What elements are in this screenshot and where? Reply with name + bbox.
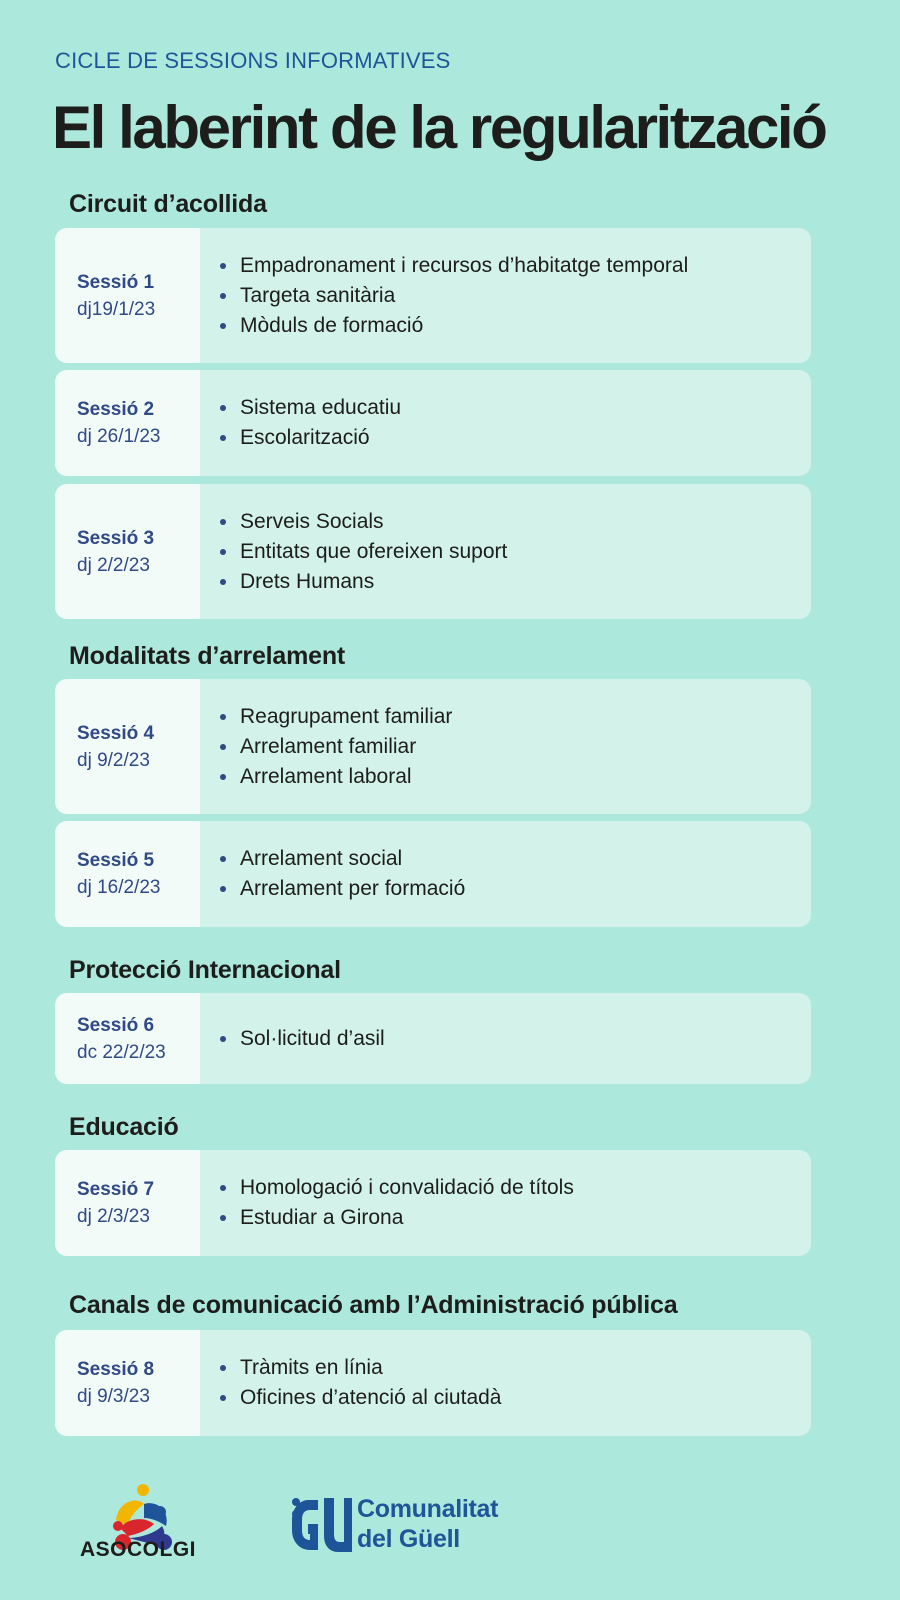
topic-item	[220, 874, 811, 904]
session-date: dj 26/1/23	[77, 426, 161, 447]
session-topics	[200, 228, 811, 363]
bullet-icon	[220, 886, 226, 892]
topic-text: Reagrupament familiar	[240, 704, 453, 728]
session-date: dj 2/3/23	[77, 1206, 150, 1227]
topic-item	[220, 393, 811, 423]
bullet-icon	[220, 293, 226, 299]
bullet-icon	[220, 714, 226, 720]
session-topics	[200, 993, 811, 1084]
topic-item	[220, 1353, 811, 1383]
topic-text: Mòduls de formació	[240, 313, 424, 337]
section-title-canals: Canals de comunicació amb l’Administració pública	[69, 1291, 678, 1319]
session-topics	[200, 679, 811, 814]
bullet-icon	[220, 1036, 226, 1042]
topic-text: Tràmits en línia	[240, 1356, 383, 1379]
topic-text: Drets Humans	[240, 569, 375, 593]
section-title-arrelament: Modalitats d’arrelament	[69, 642, 346, 670]
topic-item	[220, 762, 811, 792]
bullet-icon	[220, 1185, 226, 1191]
bullet-icon	[220, 1365, 226, 1371]
section-title-proteccio: Protecció Internacional	[69, 956, 341, 984]
bullet-icon	[220, 435, 226, 441]
bullet-icon	[220, 549, 226, 555]
session-info	[55, 228, 200, 363]
comunalitat-line2: del Güell	[357, 1525, 460, 1553]
topic-text: Escolarització	[240, 426, 370, 449]
session-topics	[200, 484, 811, 619]
session-label: Sessió 3	[77, 527, 155, 549]
session-card	[55, 821, 811, 927]
session-label: Sessió 2	[77, 399, 155, 420]
section-title-educacio: Educació	[69, 1113, 179, 1141]
topic-text: Entitats que ofereixen suport	[240, 539, 508, 563]
session-topics	[200, 1150, 811, 1256]
topic-item	[220, 1383, 811, 1413]
topic-item	[220, 1024, 811, 1054]
session-topics	[200, 821, 811, 927]
session-info	[55, 370, 200, 476]
topic-item	[220, 537, 811, 567]
bullet-icon	[220, 1395, 226, 1401]
session-label: Sessió 5	[77, 850, 155, 871]
topic-item	[220, 251, 811, 281]
comunalitat-line1: Comunalitat	[357, 1495, 499, 1523]
session-info	[55, 1150, 200, 1256]
session-card	[55, 679, 811, 814]
bullet-icon	[220, 744, 226, 750]
bullet-icon	[220, 579, 226, 585]
topic-item	[220, 567, 811, 597]
session-date: dj 9/2/23	[77, 749, 150, 771]
bullet-icon	[220, 405, 226, 411]
session-label: Sessió 4	[77, 722, 155, 744]
topic-item	[220, 844, 811, 874]
bullet-icon	[220, 519, 226, 525]
session-info	[55, 821, 200, 927]
session-card	[55, 484, 811, 619]
bullet-icon	[220, 263, 226, 269]
topic-item	[220, 1173, 811, 1203]
topic-text: Targeta sanitària	[240, 283, 396, 307]
session-date: dj 9/3/23	[77, 1386, 150, 1407]
topic-text: Serveis Socials	[240, 509, 384, 533]
comunalitat-logo-text	[357, 1494, 498, 1554]
session-card	[55, 1150, 811, 1256]
session-info	[55, 679, 200, 814]
session-date: dj19/1/23	[77, 298, 156, 320]
topic-text: Sistema educatiu	[240, 396, 402, 419]
session-date: dj 2/2/23	[77, 554, 150, 576]
page-title: El laberint de la regularització	[52, 94, 826, 161]
session-label: Sessió 6	[77, 1014, 155, 1036]
session-info	[55, 484, 200, 619]
session-date: dc 22/2/23	[77, 1041, 166, 1063]
session-card	[55, 228, 811, 363]
section-title-circuit: Circuit d’acollida	[69, 190, 267, 218]
topic-text: Arrelament familiar	[240, 734, 417, 758]
bullet-icon	[220, 323, 226, 329]
topic-text: Empadronament i recursos d’habitatge temporal	[240, 253, 689, 277]
session-card	[55, 993, 811, 1084]
topic-text: Homologació i convalidació de títols	[240, 1176, 574, 1199]
session-label: Sessió 8	[77, 1359, 155, 1380]
topic-item	[220, 1203, 811, 1233]
session-label: Sessió 1	[77, 271, 155, 293]
topic-text: Estudiar a Girona	[240, 1206, 404, 1229]
bullet-icon	[220, 856, 226, 862]
topic-item	[220, 311, 811, 341]
session-info	[55, 993, 200, 1084]
topic-text: Sol·licitud d’asil	[240, 1026, 385, 1050]
bullet-icon	[220, 774, 226, 780]
bullet-icon	[220, 1215, 226, 1221]
topic-text: Arrelament social	[240, 847, 403, 870]
topic-item	[220, 423, 811, 453]
session-card	[55, 370, 811, 476]
topic-item	[220, 507, 811, 537]
asocolgi-logo-text: ASOCOLGI	[80, 1538, 197, 1561]
session-label: Sessió 7	[77, 1179, 155, 1200]
session-topics	[200, 1330, 811, 1436]
topic-text: Oficines d’atenció al ciutadà	[240, 1386, 502, 1409]
topic-item	[220, 702, 811, 732]
kicker: CICLE DE SESSIONS INFORMATIVES	[55, 48, 451, 73]
topic-item	[220, 732, 811, 762]
session-date: dj 16/2/23	[77, 877, 161, 898]
topic-text: Arrelament per formació	[240, 877, 466, 900]
session-topics	[200, 370, 811, 476]
session-info	[55, 1330, 200, 1436]
session-card	[55, 1330, 811, 1436]
topic-item	[220, 281, 811, 311]
asocolgi-logo-icon	[78, 1478, 208, 1578]
topic-text: Arrelament laboral	[240, 764, 412, 788]
